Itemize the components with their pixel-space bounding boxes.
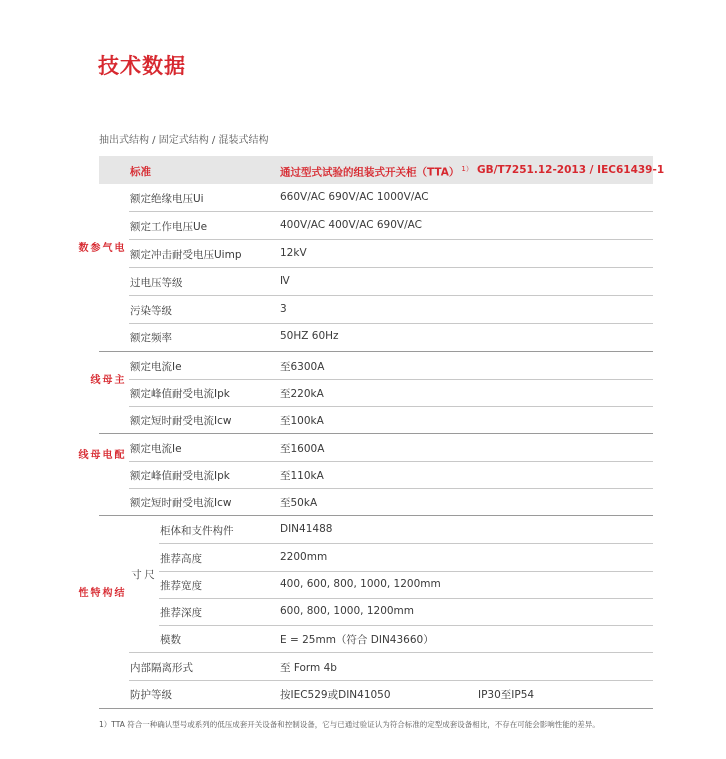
row-label: 额定峰值耐受电流Ipk [130,388,230,400]
row-label: 防护等级 [130,689,172,701]
row-value: 660V/AC 690V/AC 1000V/AC [280,191,429,203]
header-tta [280,164,473,180]
row-value: 50HZ 60Hz [280,330,339,342]
footnote: 1）TTA 符合一种确认型号或系列的低压成套开关设备和控制设备，它与已通过验证认为符合标准的定型成套设备相比，不存在可能会影响性能的差异。 [99,720,600,729]
table-row [99,516,653,544]
table-row [99,680,653,708]
table-row [99,212,653,240]
row-value: DIN41488 [280,523,333,535]
row-label: 额定绝缘电压Ui [130,193,204,205]
row-label: 内部隔离形式 [130,662,193,674]
table-row [99,625,653,653]
row-value: 2200mm [280,551,328,563]
table-row [99,352,653,380]
table-row [99,653,653,681]
table-row [99,296,653,324]
row-value: 3 [280,303,287,315]
row-value: E = 25mm（符合 DIN43660） [280,634,434,646]
table-row [99,488,653,516]
row-value: 至220kA [280,388,324,400]
row-value: 按IEC529或DIN41050 [280,689,391,701]
header-standard-label: 标准 [130,166,151,178]
table-header [99,156,665,184]
group-label-structure: 结构特性 [76,587,123,597]
page-subtitle: 抽出式结构 / 固定式结构 / 混装式结构 [99,135,269,146]
table-row [99,268,653,296]
header-tta-text: 通过型式试验的组装式开关柜（TTA） [280,166,460,179]
row-label: 推荐宽度 [160,580,202,592]
row-value: 至110kA [280,470,324,482]
header-footnote-mark: 1） [461,165,473,173]
row-label: 额定频率 [130,332,172,344]
row-value: 至50kA [280,497,318,509]
row-value: Ⅳ [280,275,290,287]
row-label: 额定电流Ie [130,361,182,373]
row-extra-value: IP30至IP54 [478,689,535,701]
row-value: 400V/AC 400V/AC 690V/AC [280,219,422,231]
row-value: 至1600A [280,443,325,455]
row-label: 推荐高度 [160,553,202,565]
row-value: 至100kA [280,415,324,427]
group-label-dist-bus: 配电母线 [76,449,123,459]
table-row [76,434,653,462]
table-row [76,240,653,268]
row-value: 600, 800, 1000, 1200mm [280,605,415,617]
table-row [99,406,653,434]
row-value: 400, 600, 800, 1000, 1200mm [280,578,441,590]
group-label-main-bus: 主母线 [88,374,123,384]
page-title: 技术数据 [98,54,186,78]
row-label: 推荐深度 [160,607,202,619]
row-label: 额定峰值耐受电流Ipk [130,470,230,482]
table-row [99,184,653,212]
group-divider [99,708,653,709]
row-label: 额定冲击耐受电压Uimp [130,249,242,261]
table-row [99,323,653,351]
row-label: 额定短时耐受电流Icw [130,415,232,427]
row-label: 污染等级 [130,305,172,317]
row-label: 额定电流Ie [130,443,182,455]
row-label: 额定短时耐受电流Icw [130,497,232,509]
group-label-electrical: 电气参数 [76,242,123,252]
row-label: 过电压等级 [130,277,183,289]
table-row [76,571,653,599]
row-value: 至 Form 4b [280,662,337,674]
table-row [99,544,653,572]
row-label: 模数 [160,634,181,646]
table-row [99,598,653,626]
sub-label-dimensions: 尺寸 [130,569,155,580]
header-standard-code: GB/T7251.12-2013 / IEC61439-1 [477,164,665,176]
row-value: 至6300A [280,361,325,373]
row-label: 柜体和支件构件 [160,525,234,537]
table-row [99,461,653,489]
row-value: 12kV [280,247,307,259]
table-row [99,379,653,407]
row-label: 额定工作电压Ue [130,221,208,233]
